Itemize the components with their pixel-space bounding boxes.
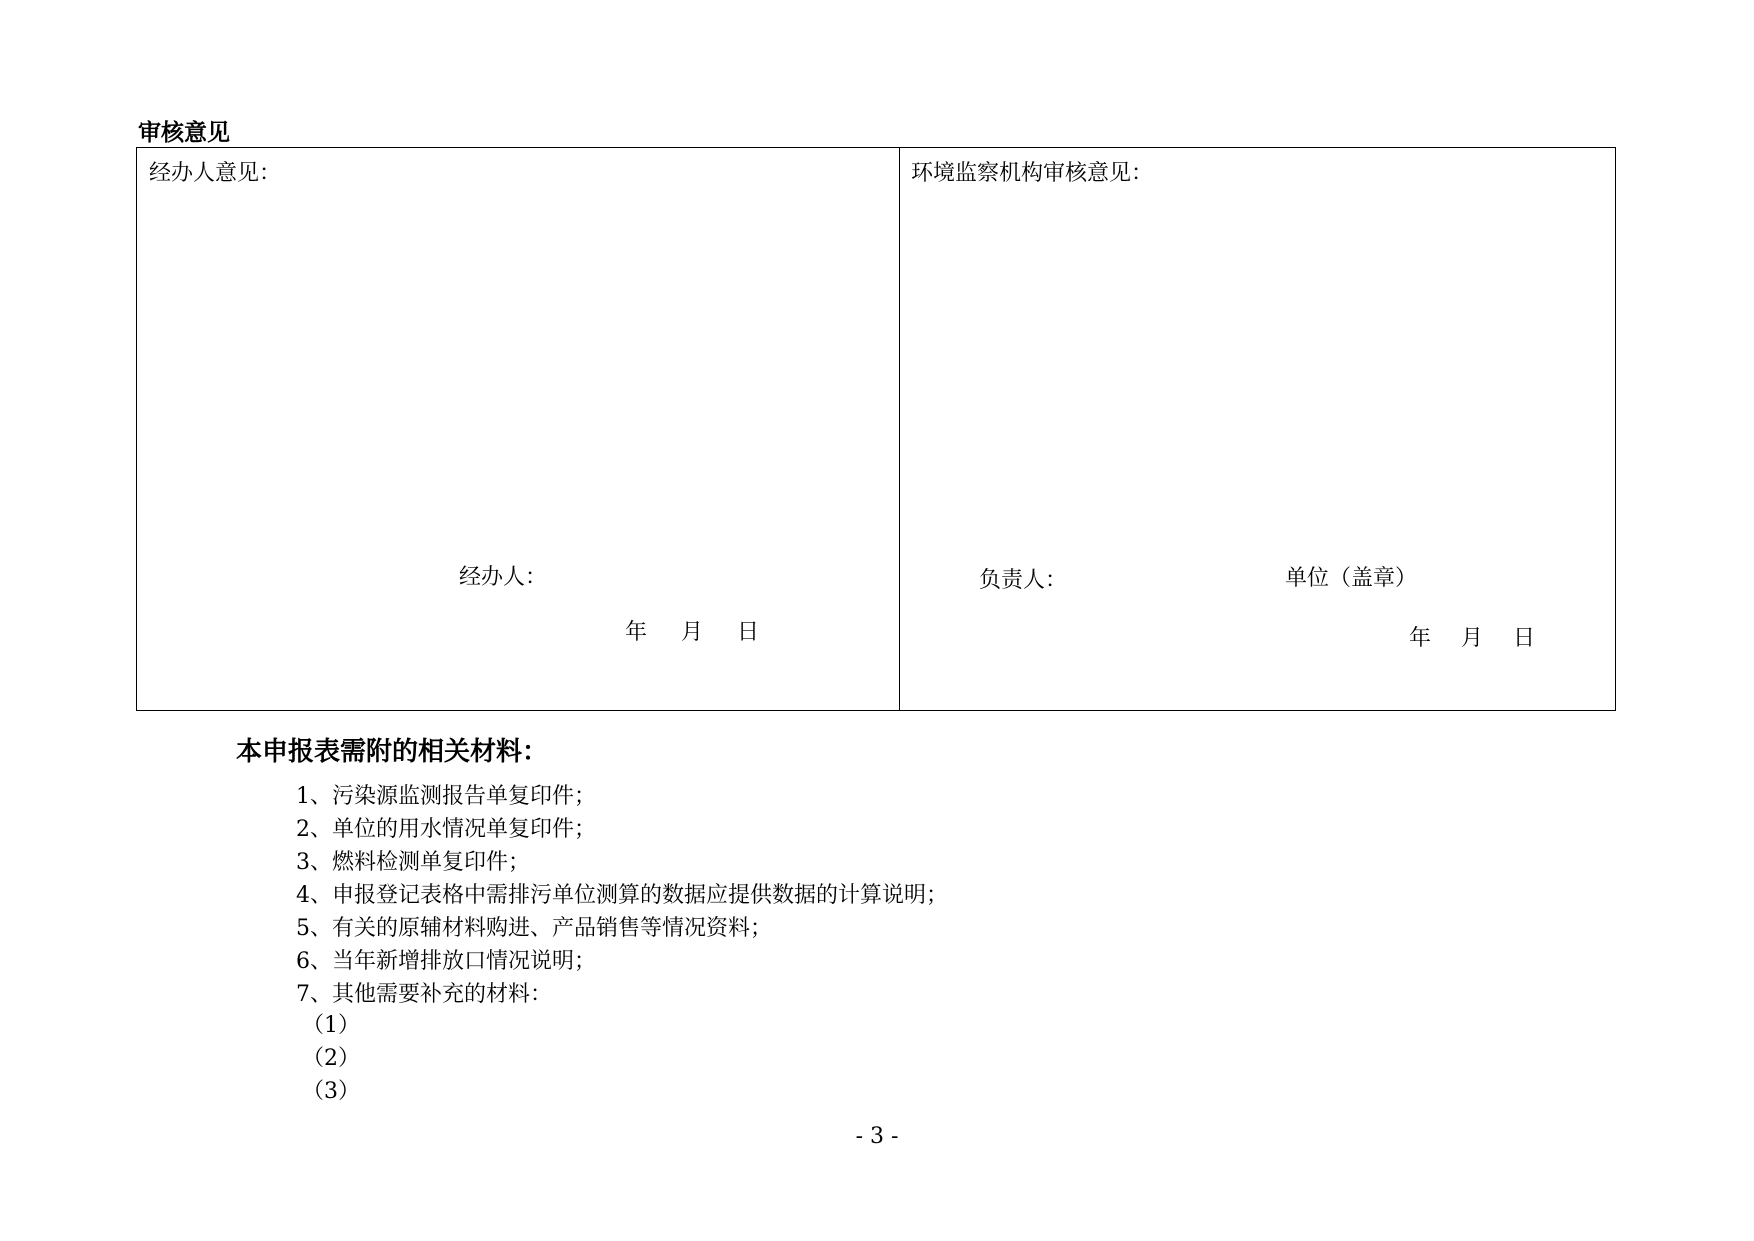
materials-list-item: 4、申报登记表格中需排污单位测算的数据应提供数据的计算说明；: [296, 883, 948, 908]
handler-date-line: [625, 615, 759, 646]
materials-list-item: 5、有关的原辅材料购进、产品销售等情况资料；: [296, 916, 772, 941]
day-label: 日: [1513, 626, 1536, 651]
materials-list-item: 3、燃料检测单复印件；: [296, 850, 530, 875]
supplementary-item: （3）: [302, 1079, 360, 1104]
responsible-person-label: 负责人：: [979, 568, 1068, 593]
table-column-divider: [899, 148, 900, 710]
supplementary-item: （2）: [302, 1046, 360, 1071]
review-section-heading: 审核意见: [138, 120, 230, 146]
supplementary-item: （1）: [302, 1013, 360, 1038]
year-label: 年: [625, 620, 648, 645]
handler-signer-label: 经办人：: [459, 565, 548, 590]
month-label: 月: [681, 620, 704, 645]
agency-date-line: [1409, 621, 1535, 652]
year-label: 年: [1409, 626, 1432, 651]
materials-list: [296, 780, 948, 1011]
materials-heading: 本申报表需附的相关材料：: [236, 737, 549, 767]
materials-list-item: 1、污染源监测报告单复印件；: [296, 784, 596, 809]
materials-list-item: 6、当年新增排放口情况说明；: [296, 949, 596, 974]
supplementary-materials-list: [302, 1009, 360, 1108]
unit-seal-label: 单位（盖章）: [1285, 566, 1418, 591]
month-label: 月: [1461, 626, 1484, 651]
page-number: - 3 -: [855, 1124, 899, 1149]
agency-review-opinion-label: 环境监察机构审核意见：: [911, 161, 1154, 186]
materials-list-item: 7、其他需要补充的材料：: [296, 982, 552, 1007]
handler-opinion-label: 经办人意见：: [149, 161, 282, 186]
materials-list-item: 2、单位的用水情况单复印件；: [296, 817, 596, 842]
day-label: 日: [737, 620, 760, 645]
review-opinion-table: [136, 147, 1616, 711]
